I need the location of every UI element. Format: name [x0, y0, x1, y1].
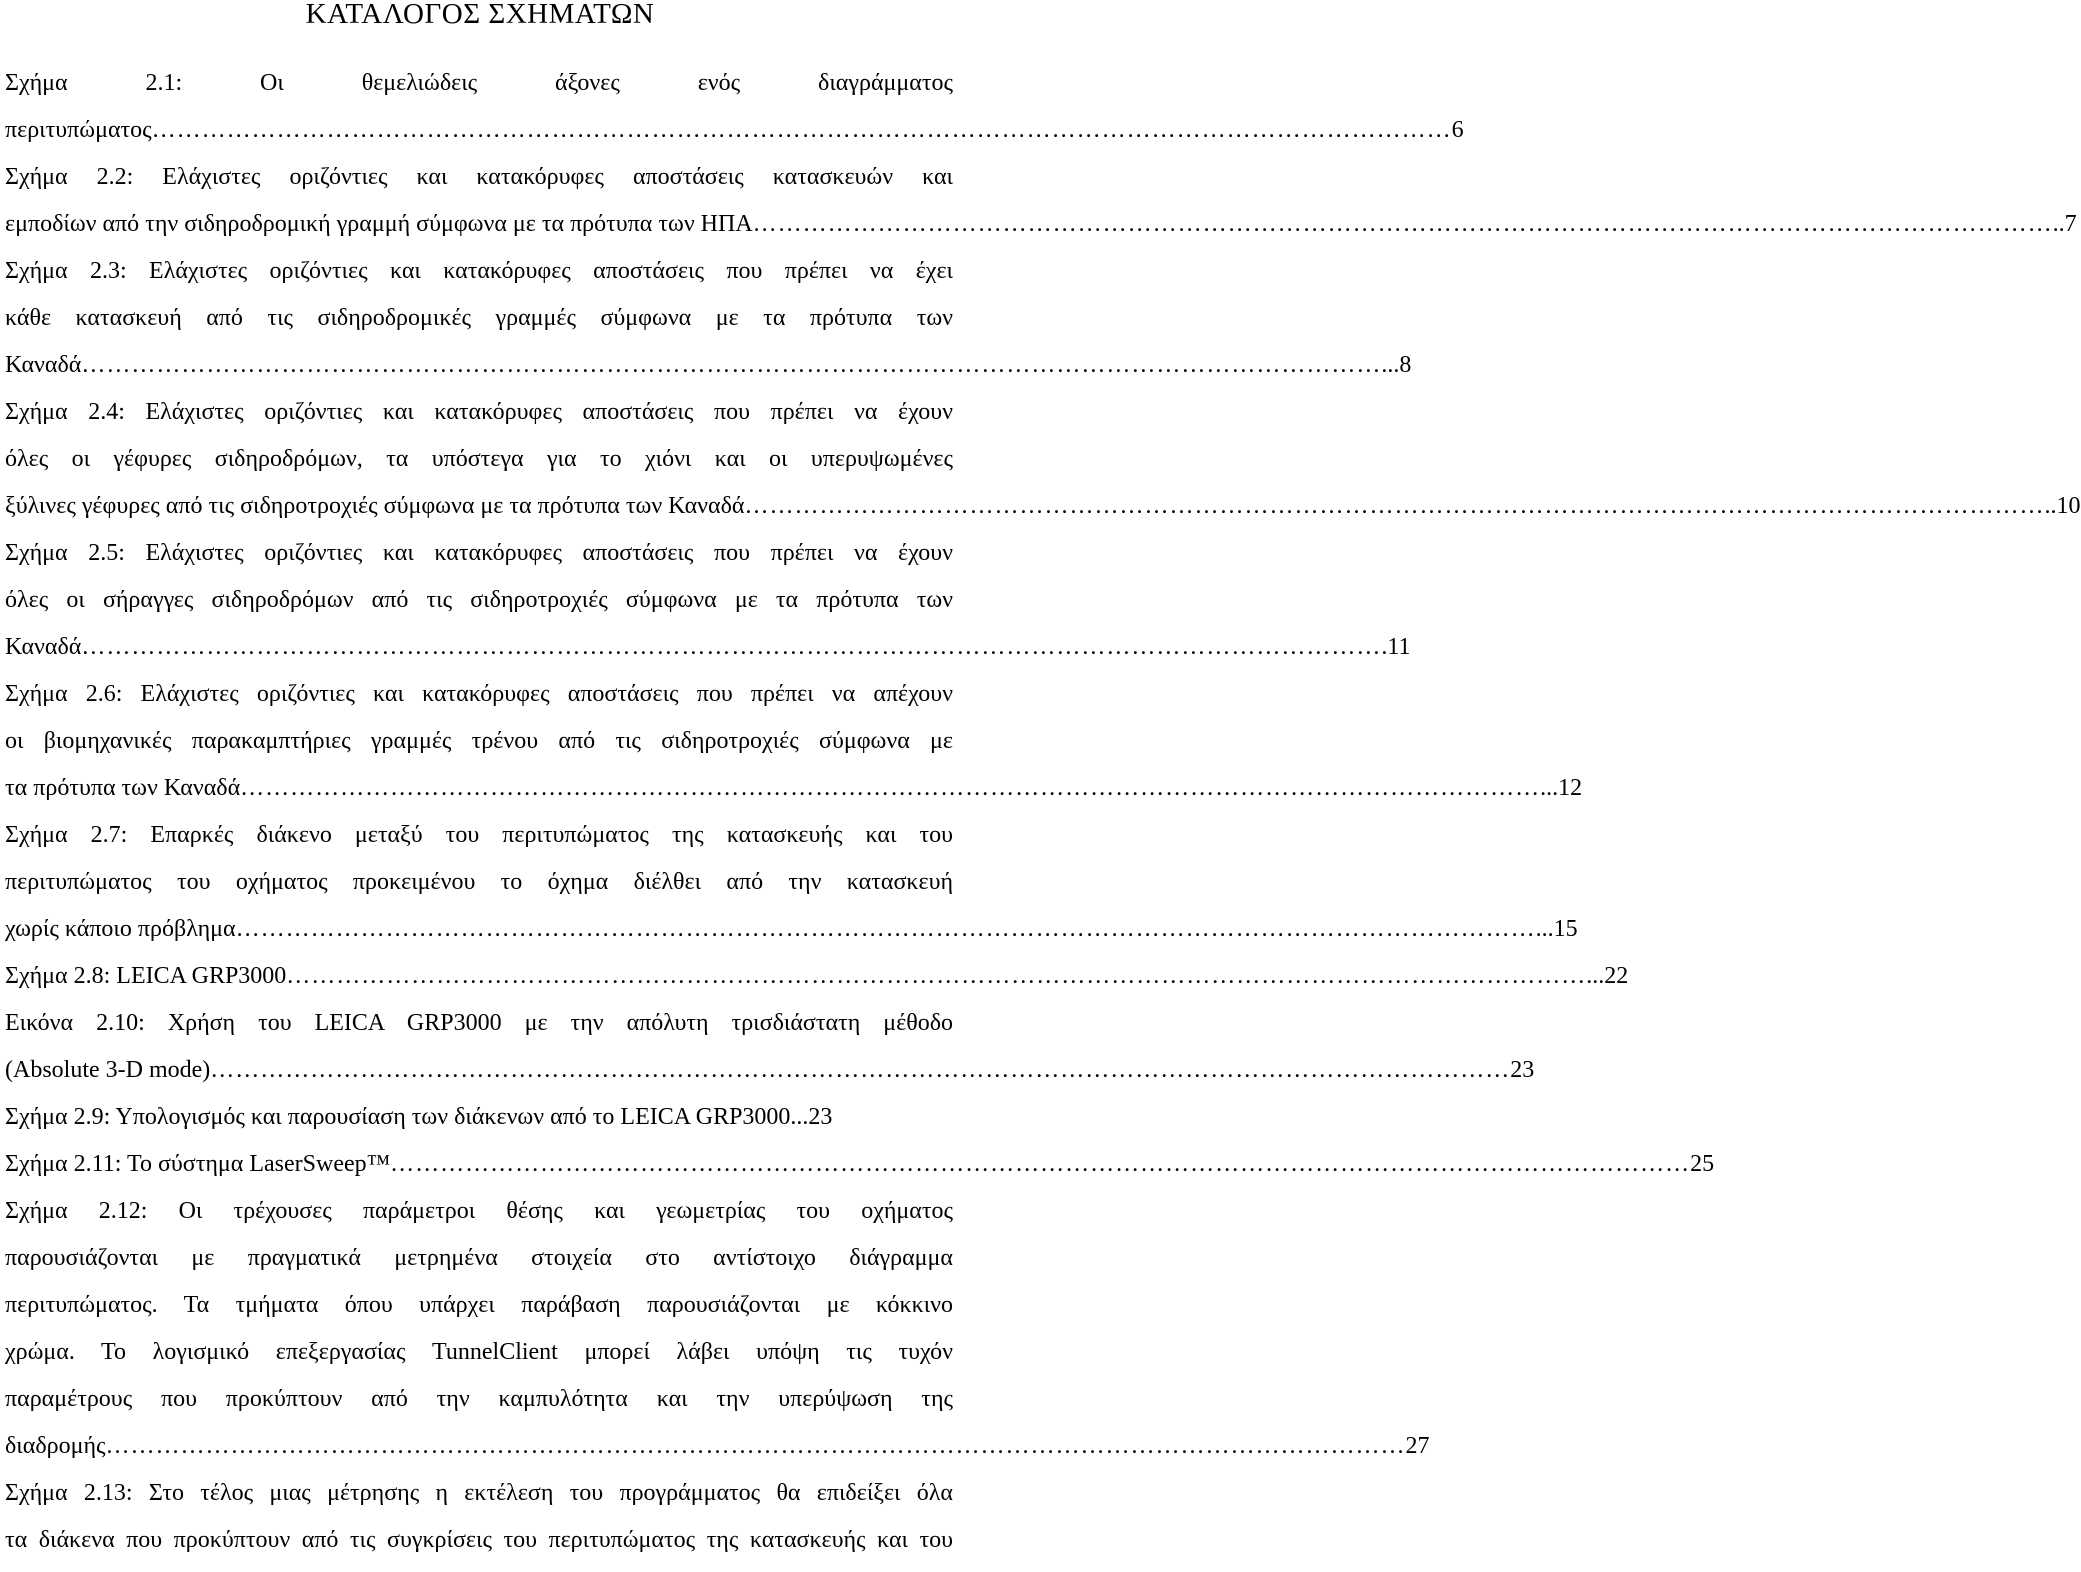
toc-entry-text: περιτυπώματος: [5, 117, 152, 143]
toc-line: [5, 577, 953, 624]
dot-leader: …………………………………………………………………………………………………………………………………………: [151, 117, 1452, 143]
toc-entry-text: Σχήμα 2.9: Υπολογισμός και παρουσίαση των διάκενων από το LEICA GRP3000...23: [5, 1104, 833, 1130]
toc-line: [5, 859, 953, 906]
toc-line-text: Σχήμα 2.5: Ελάχιστες οριζόντιες και κατακόρυφες αποστάσεις που πρέπει να έχουν: [5, 540, 953, 566]
page-title: ΚΑΤΑΛΟΓΟΣ ΣΧΗΜΑΤΩΝ: [305, 0, 655, 30]
page-number: 6: [1451, 117, 1464, 143]
dot-leader: …………………………………………………………………………………………………………………………………………: [210, 1057, 1511, 1083]
toc-entry[interactable]: [5, 1141, 1715, 1188]
toc-line-text: Σχήμα 2.13: Στο τέλος μιας μέτρησης η εκτέλεση του προγράμματος θα επιδείξει όλα: [5, 1480, 953, 1506]
toc-line: [5, 1376, 953, 1423]
toc-entry[interactable]: [5, 906, 1578, 953]
toc-line: [5, 1282, 953, 1329]
list-of-figures: [5, 60, 2081, 1564]
toc-entry-text: χωρίς κάποιο πρόβλημα: [5, 916, 236, 942]
toc-entry-text: Καναδά: [5, 634, 82, 660]
page-number: 27: [1405, 1433, 1430, 1459]
toc-line-text: όλες οι σήραγγες σιδηροδρόμων από τις σιδηροτροχιές σύμφωνα με τα πρότυπα των: [5, 587, 953, 613]
toc-line-text: περιτυπώματος του οχήματος προκειμένου το όχημα διέλθει από την κατασκευή: [5, 869, 953, 895]
toc-line: [5, 812, 953, 859]
toc-entry[interactable]: [5, 624, 1411, 671]
dot-leader: …………………………………………………………………………………………………………………………………………: [240, 775, 1541, 801]
toc-line-text: παραμέτρους που προκύπτουν από την καμπυλότητα και την υπερύψωση της: [5, 1386, 953, 1412]
toc-line-text: Σχήμα 2.12: Οι τρέχουσες παράμετροι θέσης και γεωμετρίας του οχήματος: [5, 1198, 953, 1224]
dot-leader: …………………………………………………………………………………………………………………………………………: [390, 1151, 1691, 1177]
toc-line: [5, 718, 953, 765]
toc-entry[interactable]: [5, 1423, 1430, 1470]
toc-line-text: Σχήμα 2.1: Οι θεμελιώδεις άξονες ενός διαγράμματος: [5, 70, 953, 96]
page-number: ...15: [1535, 916, 1578, 942]
toc-line-text: Σχήμα 2.4: Ελάχιστες οριζόντιες και κατακόρυφες αποστάσεις που πρέπει να έχουν: [5, 399, 953, 425]
toc-line-text: κάθε κατασκευή από τις σιδηροδρομικές γραμμές σύμφωνα με τα πρότυπα των: [5, 305, 953, 331]
page-number: .11: [1381, 634, 1411, 660]
toc-line: [5, 389, 953, 436]
toc-line: [5, 1000, 953, 1047]
toc-entry[interactable]: [5, 765, 1583, 812]
dot-leader: …………………………………………………………………………………………………………………………………………: [744, 493, 2045, 519]
dot-leader: …………………………………………………………………………………………………………………………………………: [235, 916, 1536, 942]
toc-line-text: οι βιομηχανικές παρακαμπτήριες γραμμές τρένου από τις σιδηροτροχιές σύμφωνα με: [5, 728, 953, 754]
toc-entry-text: Καναδά: [5, 352, 82, 378]
toc-line-text: Σχήμα 2.6: Ελάχιστες οριζόντιες και κατακόρυφες αποστάσεις που πρέπει να απέχουν: [5, 681, 953, 707]
toc-line-text: Σχήμα 2.3: Ελάχιστες οριζόντιες και κατακόρυφες αποστάσεις που πρέπει να έχει: [5, 258, 953, 284]
toc-entry[interactable]: [5, 201, 2077, 248]
toc-line: [5, 530, 953, 577]
toc-entry[interactable]: [5, 1047, 1535, 1094]
toc-entry[interactable]: [5, 107, 1464, 154]
toc-entry-text: Σχήμα 2.8: LEICA GRP3000: [5, 963, 287, 989]
toc-entry-text: ξύλινες γέφυρες από τις σιδηροτροχιές σύμφωνα με τα πρότυπα των Καναδά: [5, 493, 745, 519]
page-number: ...8: [1381, 352, 1412, 378]
page-number: ...12: [1540, 775, 1583, 801]
toc-line: [5, 1235, 953, 1282]
toc-line-text: Εικόνα 2.10: Χρήση του LEICA GRP3000 με την απόλυτη τρισδιάστατη μέθοδο: [5, 1010, 953, 1036]
toc-line: [5, 60, 953, 107]
toc-entry[interactable]: [5, 953, 1629, 1000]
toc-line: [5, 1517, 953, 1564]
toc-entry-text: διαδρομής: [5, 1433, 106, 1459]
toc-line: [5, 1188, 953, 1235]
dot-leader: …………………………………………………………………………………………………………………………………………: [752, 211, 2053, 237]
page-number: 23: [1510, 1057, 1535, 1083]
page-number: ..7: [2052, 211, 2077, 237]
toc-line-text: Σχήμα 2.7: Επαρκές διάκενο μεταξύ του περιτυπώματος της κατασκευής και του: [5, 822, 953, 848]
dot-leader: …………………………………………………………………………………………………………………………………………: [105, 1433, 1406, 1459]
page-number: ..10: [2044, 493, 2081, 519]
toc-line-text: Σχήμα 2.2: Ελάχιστες οριζόντιες και κατακόρυφες αποστάσεις κατασκευών και: [5, 164, 953, 190]
toc-line: [5, 436, 953, 483]
toc-line-text: περιτυπώματος. Τα τμήματα όπου υπάρχει παράβαση παρουσιάζονται με κόκκινο: [5, 1292, 953, 1318]
toc-entry[interactable]: [5, 342, 1412, 389]
toc-line-text: παρουσιάζονται με πραγματικά μετρημένα στοιχεία στο αντίστοιχο διάγραμμα: [5, 1245, 953, 1271]
toc-entry-text: Σχήμα 2.11: Το σύστημα LaserSweep™: [5, 1151, 391, 1177]
page-number: 25: [1690, 1151, 1715, 1177]
toc-entry-text: εμποδίων από την σιδηροδρομική γραμμή σύμφωνα με τα πρότυπα των ΗΠΑ: [5, 211, 753, 237]
toc-line: [5, 671, 953, 718]
page-number: ...22: [1586, 963, 1629, 989]
toc-line: [5, 295, 953, 342]
dot-leader: …………………………………………………………………………………………………………………………………………: [81, 352, 1382, 378]
dot-leader: …………………………………………………………………………………………………………………………………………: [81, 634, 1382, 660]
toc-line: [5, 1470, 953, 1517]
toc-entry-text: τα πρότυπα των Καναδά: [5, 775, 241, 801]
toc-entry[interactable]: [5, 483, 2081, 530]
toc-line: [5, 1329, 953, 1376]
toc-line-text: χρώμα. Το λογισμικό επεξεργασίας TunnelClient μπορεί λάβει υπόψη τις τυχόν: [5, 1339, 953, 1365]
toc-line: [5, 248, 953, 295]
toc-entry[interactable]: [5, 1094, 953, 1141]
dot-leader: …………………………………………………………………………………………………………………………………………: [286, 963, 1587, 989]
toc-entry-text: (Absolute 3-D mode): [5, 1057, 211, 1083]
toc-line: [5, 154, 953, 201]
toc-line-text: όλες οι γέφυρες σιδηροδρόμων, τα υπόστεγα για το χιόνι και οι υπερυψωμένες: [5, 446, 953, 472]
toc-line-text: τα διάκενα που προκύπτουν από τις συγκρίσεις του περιτυπώματος της κατασκευής και του: [5, 1527, 953, 1553]
